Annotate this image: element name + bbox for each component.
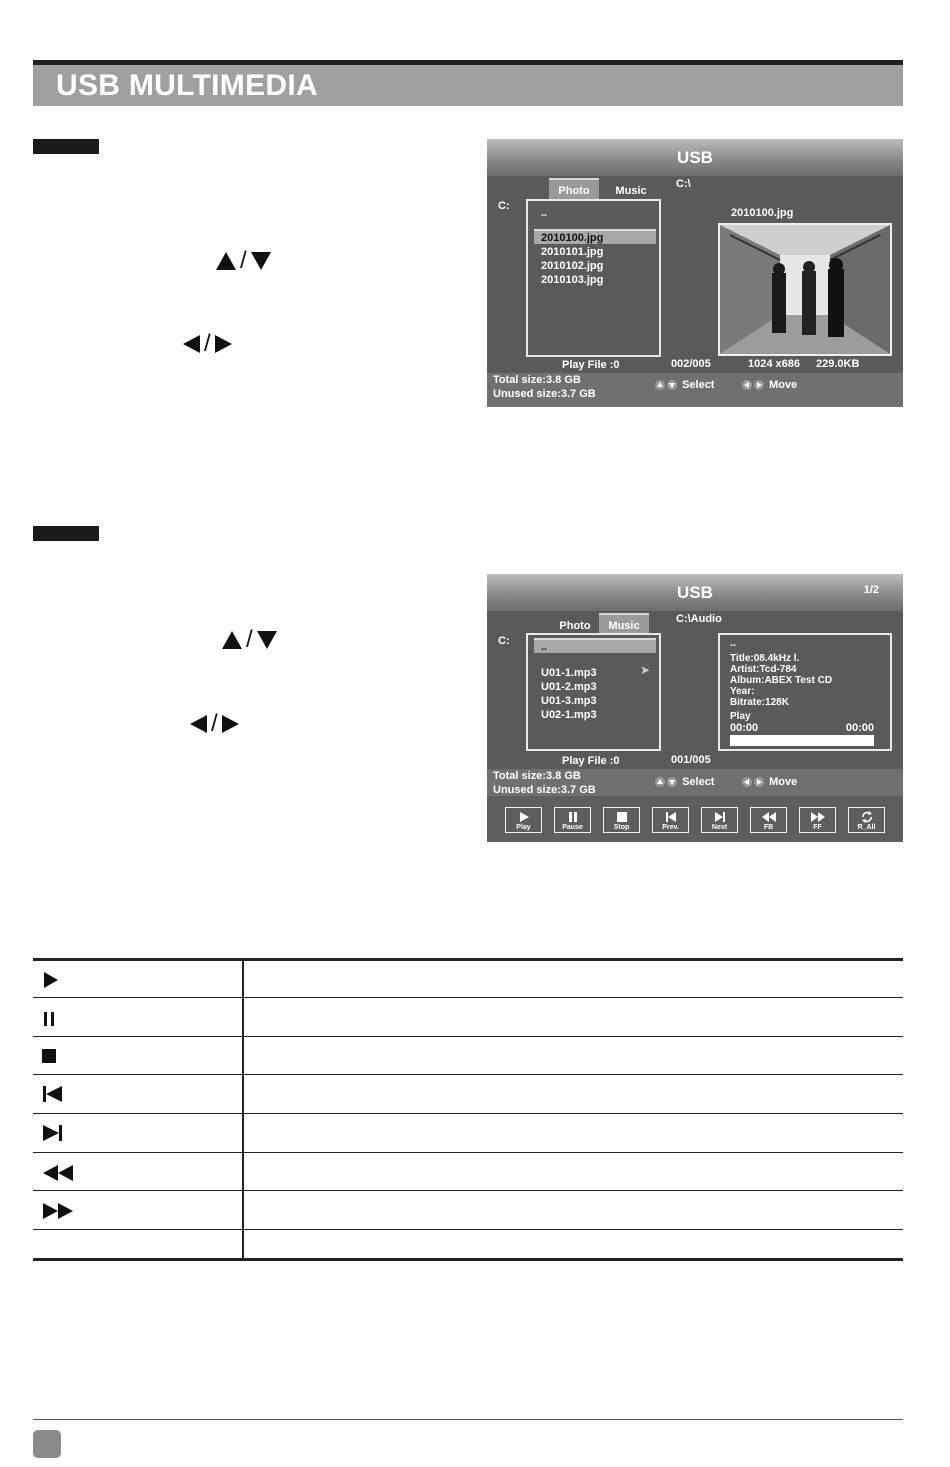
parent-folder[interactable]: .. [534,638,656,653]
play-file-count: Play File :0 [562,755,620,767]
left-right-arrows: / [183,334,232,354]
fast-forward-icon [810,811,826,823]
play-icon [517,811,531,823]
parent-folder[interactable]: .. [541,207,548,219]
photo-preview-image [720,225,890,354]
image-resolution: 1024 x686 [748,358,800,370]
down-arrow-icon [257,631,277,649]
right-arrow-icon [754,380,764,390]
track-year: Year: [730,686,755,697]
next-button[interactable]: Next [701,807,738,833]
rewind-icon [761,811,777,823]
prev-icon [42,1085,64,1103]
pause-button[interactable]: Pause [554,807,591,833]
up-down-arrows: / [216,251,271,271]
list-item[interactable]: U01-2.mp3 [541,681,597,693]
next-icon [42,1124,64,1142]
up-down-arrows: / [222,630,277,650]
stop-button[interactable]: Stop [603,807,640,833]
left-arrow-icon [742,380,752,390]
photo-preview [718,223,892,356]
list-item[interactable]: 2010100.jpg [534,229,656,244]
file-counter: 001/005 [671,754,711,766]
file-list [526,633,661,751]
repeat-icon [860,811,874,823]
list-item[interactable]: 2010101.jpg [541,246,604,258]
section-marker-photo [33,139,99,154]
chevron-right-icon: ➤ [640,663,651,677]
image-filesize: 229.0KB [816,358,860,370]
info-parent: .. [730,637,737,649]
up-arrow-icon [655,777,665,787]
move-hint: Move [742,379,797,391]
section-marker-music [33,526,99,541]
prev-button[interactable]: Prev. [652,807,689,833]
footer-rule [33,1419,903,1420]
track-album: Album:ABEX Test CD [730,675,833,686]
list-item[interactable]: U01-1.mp3 [541,667,597,679]
stop-icon [42,1049,56,1063]
down-arrow-icon [667,777,677,787]
repeat-all-button[interactable]: R_All [848,807,885,833]
drive-label: C: [498,635,510,647]
select-hint: Select [655,776,714,788]
right-arrow-icon [215,335,232,353]
pause-icon [566,811,580,823]
total-size: Total size:3.8 GB [493,374,581,386]
up-arrow-icon [216,252,236,270]
file-list [526,199,661,357]
fast-forward-icon [42,1202,74,1220]
screen-title: USB [677,148,713,167]
fast-forward-button[interactable]: FF [799,807,836,833]
rewind-button[interactable]: FB [750,807,787,833]
up-arrow-icon [222,631,242,649]
unused-size: Unused size:3.7 GB [493,784,596,796]
track-title: Title:08.4kHz l. [730,653,800,664]
tab-music[interactable]: Music [615,185,647,197]
list-item[interactable]: U02-1.mp3 [541,709,597,721]
progress-bar[interactable] [730,735,874,746]
track-bitrate: Bitrate:128K [730,697,789,708]
tab-photo[interactable]: Photo [549,178,599,199]
list-item[interactable]: U01-3.mp3 [541,695,597,707]
right-arrow-icon [222,715,239,733]
time-current: 00:00 [730,722,759,734]
list-item[interactable]: 2010103.jpg [541,274,604,286]
play-status: Play [730,711,751,722]
down-arrow-icon [667,380,677,390]
select-hint: Select [655,379,714,391]
usb-photo-screen [487,139,903,407]
page-indicator: 1/2 [863,584,879,596]
play-button[interactable]: Play [505,807,542,833]
page-number-badge [33,1430,61,1458]
file-counter: 002/005 [671,358,711,370]
track-artist: Artist:Tcd-784 [730,664,797,675]
total-size: Total size:3.8 GB [493,770,581,782]
left-arrow-icon [190,715,207,733]
tab-music[interactable]: Music [599,613,649,634]
time-total: 00:00 [845,722,874,734]
left-right-arrows: / [190,714,239,734]
track-info-panel [718,633,892,751]
pause-icon [42,1011,60,1027]
play-file-count: Play File :0 [562,359,620,371]
drive-label: C: [498,200,510,212]
current-path: C:\ [676,178,691,190]
left-arrow-icon [183,335,200,353]
down-arrow-icon [251,252,271,270]
prev-icon [664,811,678,823]
list-item[interactable]: 2010102.jpg [541,260,604,272]
tab-photo[interactable]: Photo [559,620,591,632]
stop-icon [615,811,629,823]
move-hint: Move [742,776,797,788]
usb-music-screen [487,574,903,842]
page-title: USB MULTIMEDIA [56,69,318,102]
current-path: C:\Audio [676,613,722,625]
screen-title: USB [677,583,713,602]
playback-controls [487,796,903,842]
up-arrow-icon [655,380,665,390]
preview-filename: 2010100.jpg [731,207,794,219]
unused-size: Unused size:3.7 GB [493,388,596,400]
left-arrow-icon [742,777,752,787]
next-icon [713,811,727,823]
rewind-icon [42,1164,74,1182]
right-arrow-icon [754,777,764,787]
play-icon [42,971,60,989]
